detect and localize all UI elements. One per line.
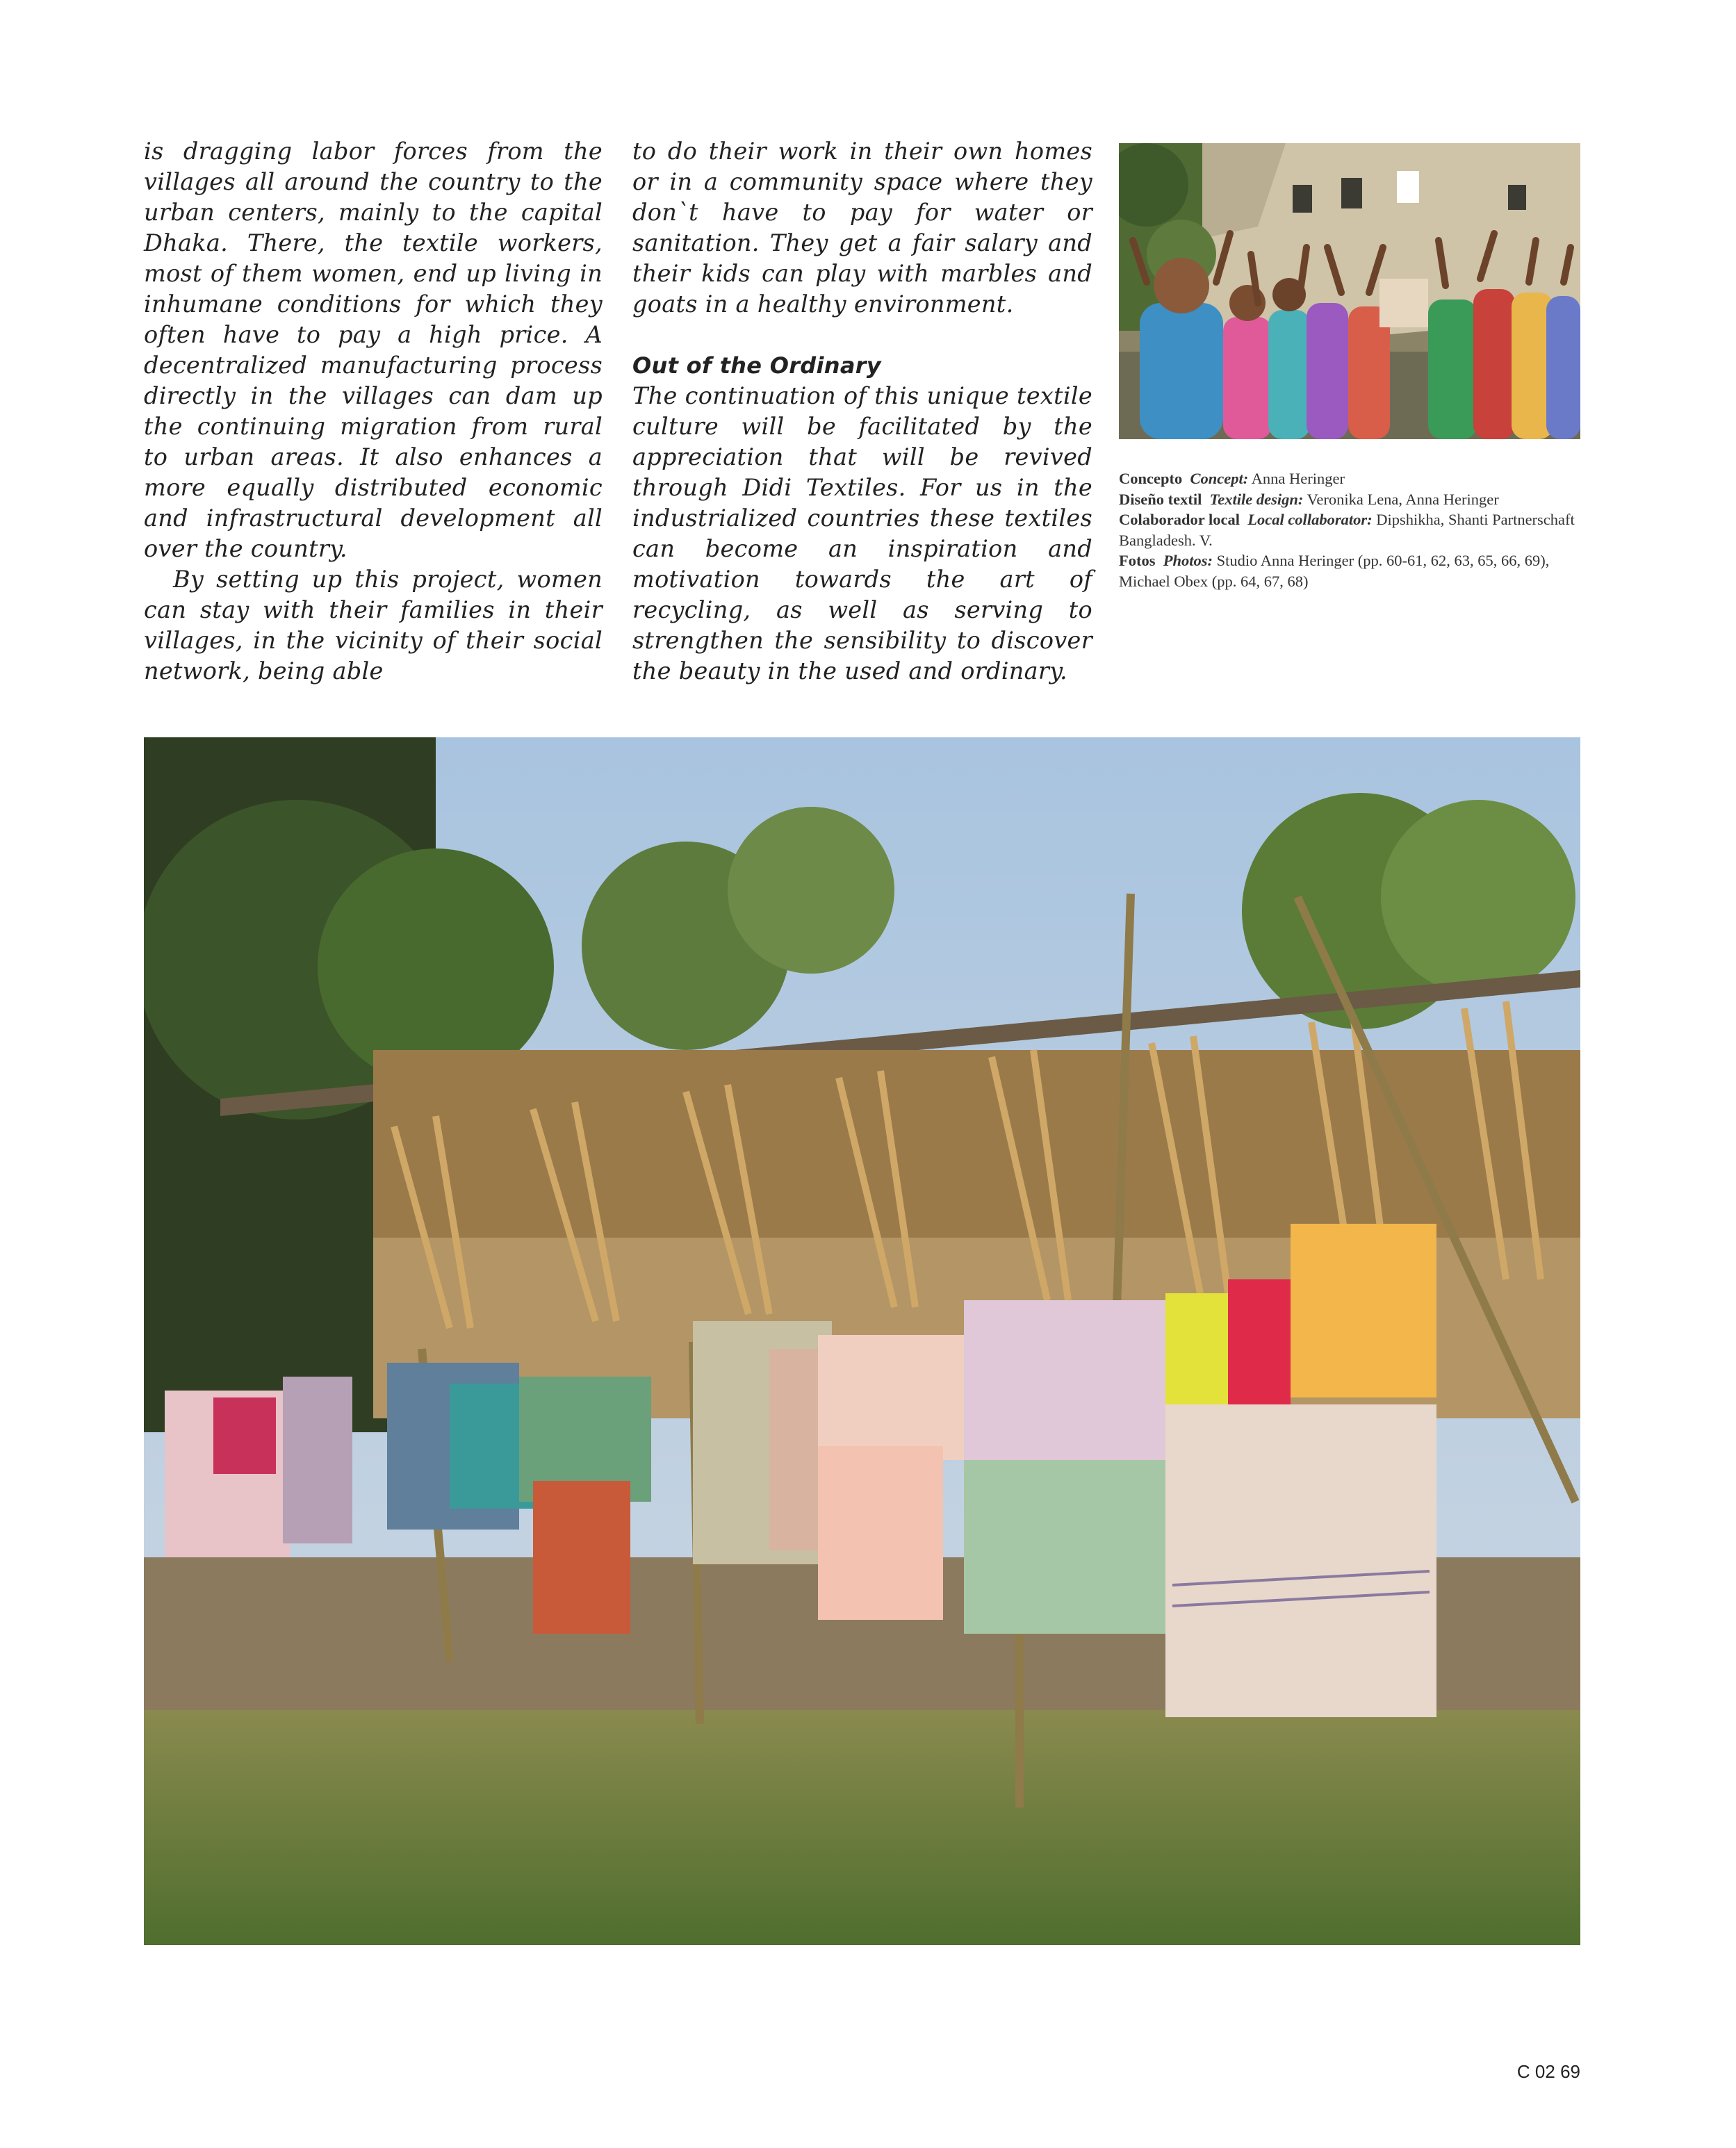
credit-line: Concepto Concept: Anna Heringer [1119,470,1345,487]
section-heading: Out of the Ordinary [632,352,881,379]
page-folio [1517,2061,1580,2083]
photo-women-waving [1119,143,1580,439]
credit-line: Colaborador local Local collaborator: Dipshikha, Shanti Partnerschaft Bangladesh. V. [1119,511,1575,549]
body-paragraph: to do their work in their own homes or in a community space where they don`t have to pay for water or sanitation. They get a fair salary and their kids can play with marbles and goats in a healthy environment. [632,138,1092,318]
text-column-middle [632,136,1092,687]
credit-line: Fotos Photos: Studio Anna Heringer (pp. 60-61, 62, 63, 65, 66, 69), Michael Obex (pp. 64, 67, 68) [1119,552,1550,590]
section-code: C 02 [1516,2061,1555,2082]
body-paragraph: By setting up this project, women can stay with their families in their villages, in the vicinity of their social network, being able [144,566,603,684]
body-paragraph: The continuation of this unique textile culture will be facilitated by the appreciation that will be revived through Didi Textiles. For us in the industrialized countries these textiles can become an inspiration and motivation towards the art of recycling, as well as serving to strengthen the sensibility to discover the beauty in the used and ordinary. [632,382,1092,684]
credit-line: Diseño textil Textile design: Veronika Lena, Anna Heringer [1119,490,1499,508]
photo-textiles-drying [144,737,1580,1945]
page-number: 69 [1560,2061,1580,2082]
project-credits [1119,468,1584,591]
text-column-left [144,136,603,687]
body-paragraph: is dragging labor forces from the villages all around the country to the urban centers, mainly to the capital Dhaka. There, the textile workers, most of them women, end up living in inhumane conditions for which they often have to pay a high price. A decentralized manufacturing process directly in the villages can dam up the continuing migration from rural to urban areas. It also enhances a more equally distributed economic and infrastructural development all over the country. [144,138,603,562]
